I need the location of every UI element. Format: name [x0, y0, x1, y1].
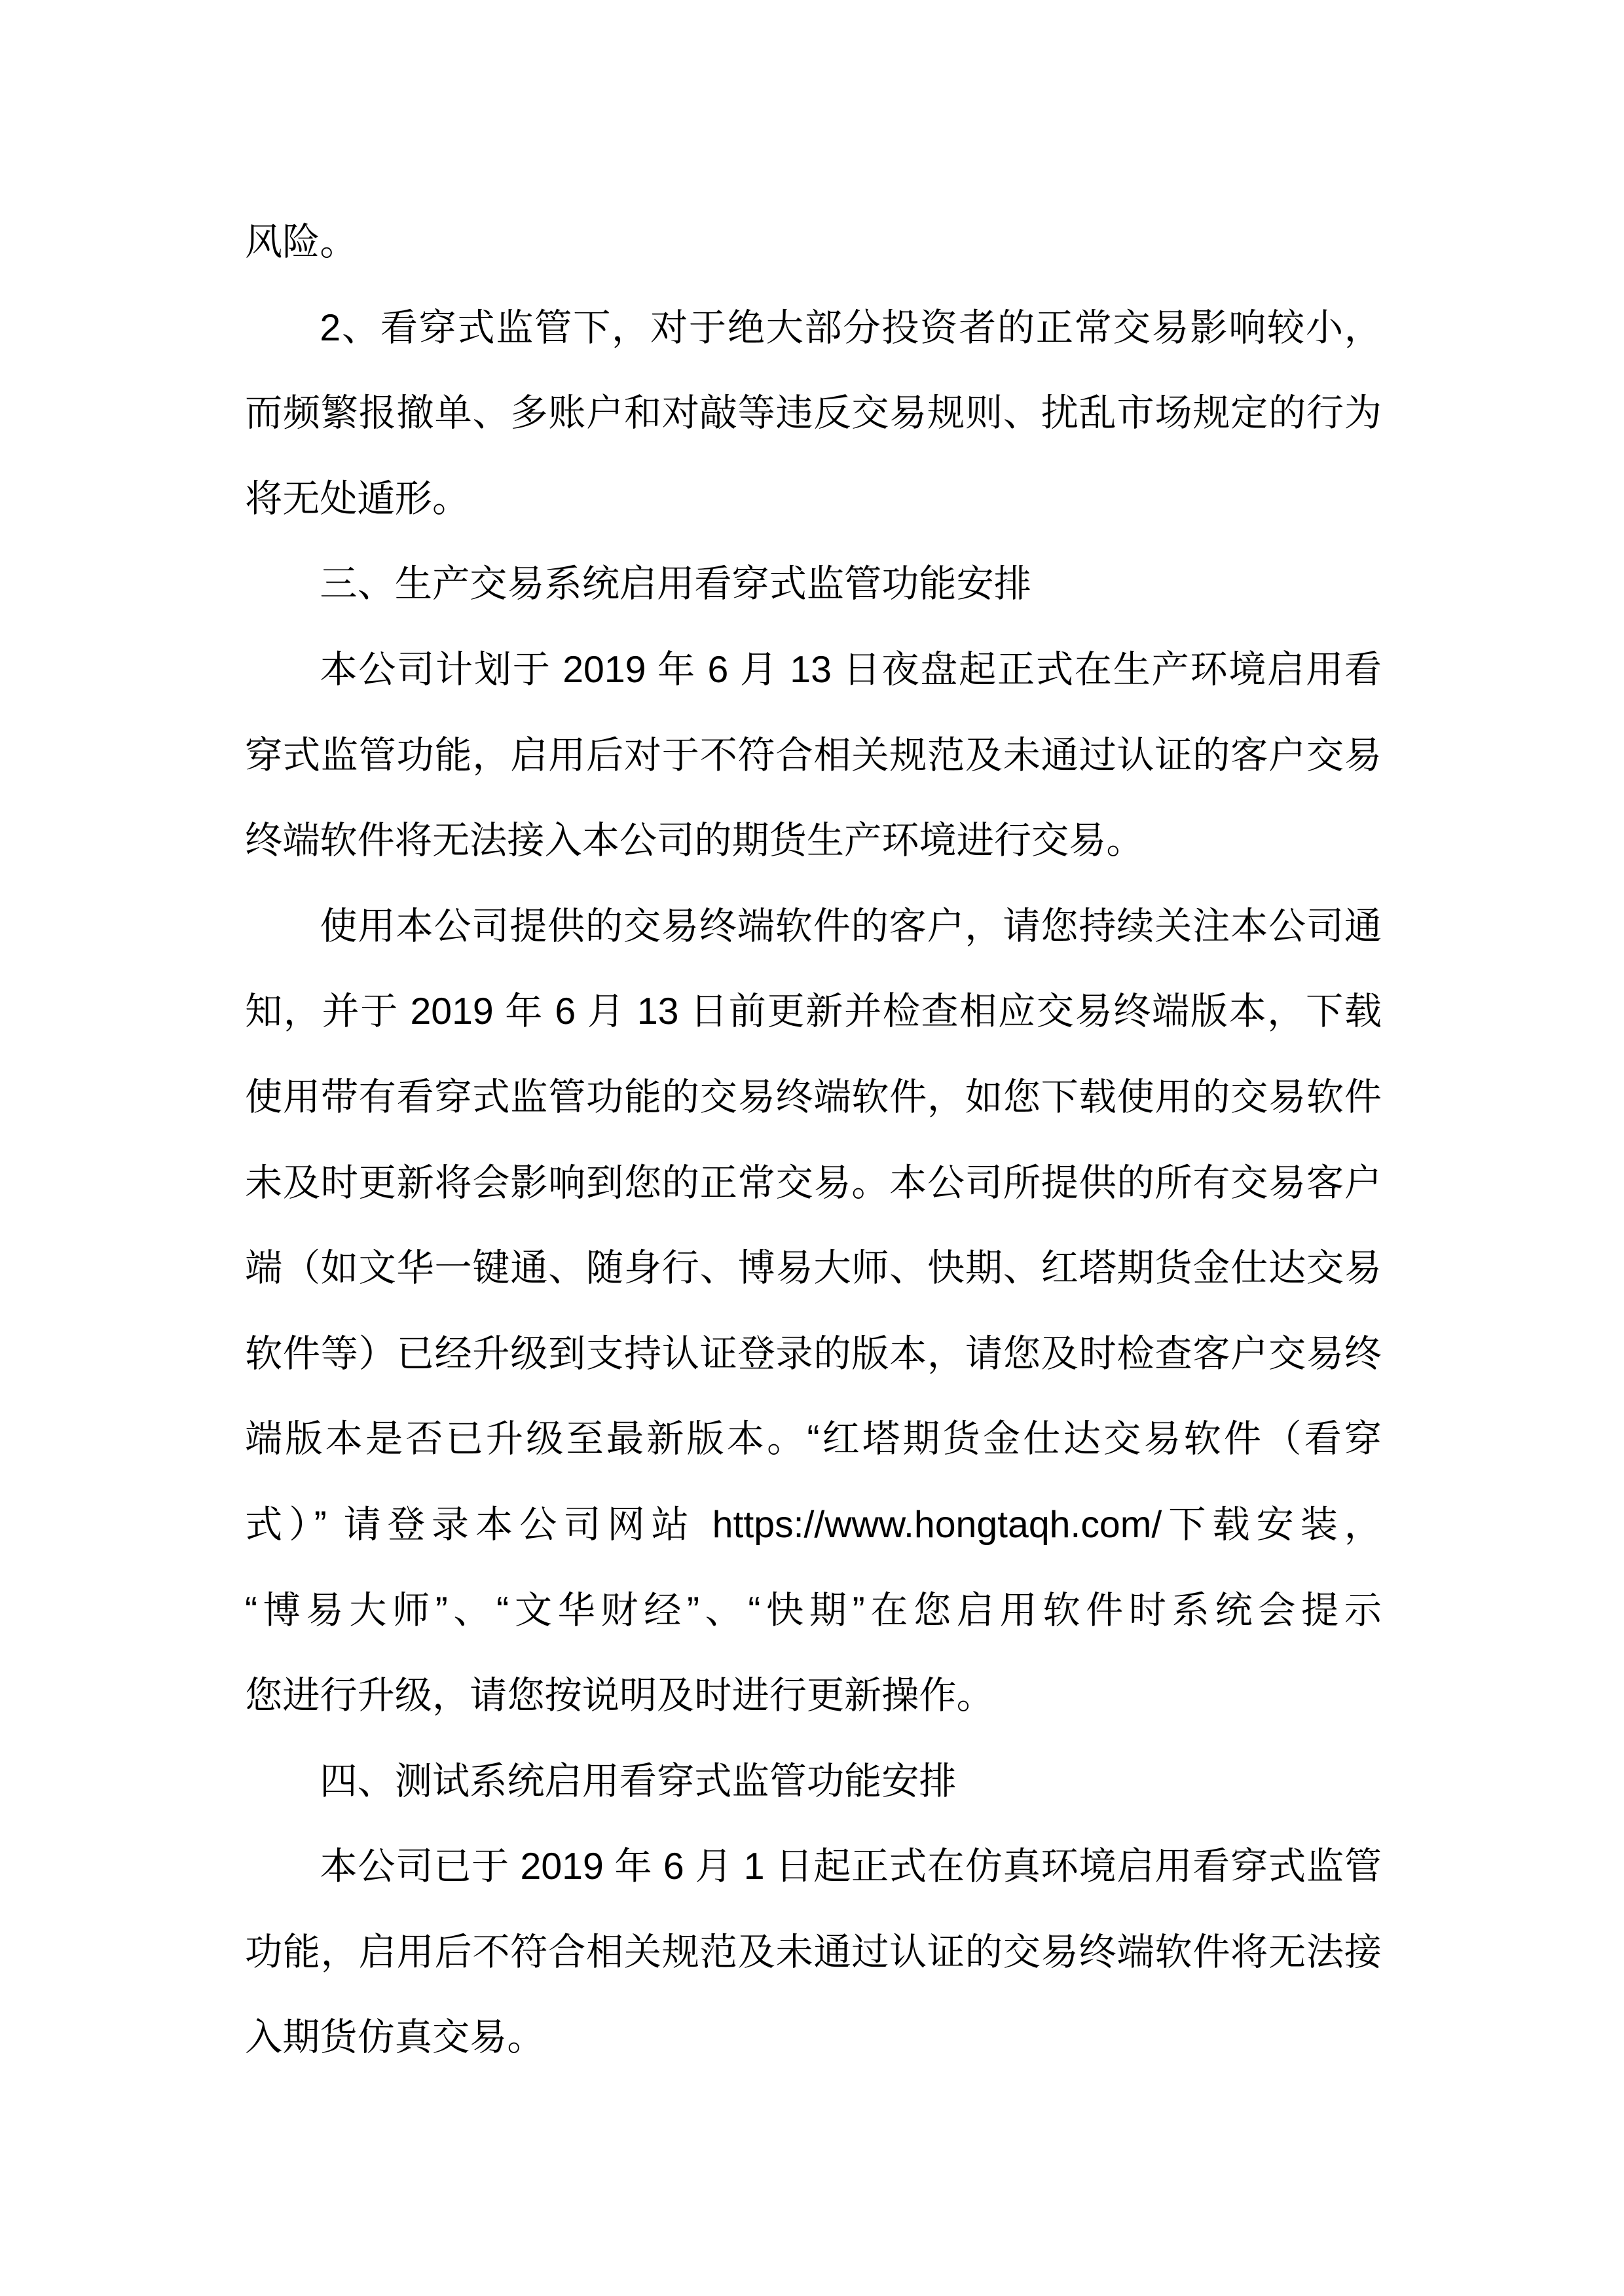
paragraph-line: 将无处遁形。 [245, 477, 470, 520]
paragraph-line: 您进行升级，请您按说明及时进行更新操作。 [245, 1675, 994, 1717]
paragraph-line: 本公司已于 2019 年 6 月 1 日起正式在仿真环境启用看穿式监管 [320, 1846, 1382, 1888]
paragraph-line: 风险。 [245, 221, 358, 263]
paragraph-line: 使用本公司提供的交易终端软件的客户，请您持续关注本公司通 [320, 905, 1382, 947]
paragraph-line: 本公司计划于 2019 年 6 月 13 日夜盘起正式在生产环境启用看 [320, 648, 1382, 691]
paragraph-line: 使用带有看穿式监管功能的交易终端软件，如您下载使用的交易软件 [245, 1076, 1382, 1118]
paragraph-line: 2、看穿式监管下，对于绝大部分投资者的正常交易影响较小， [320, 306, 1382, 349]
paragraph-line: 未及时更新将会影响到您的正常交易。本公司所提供的所有交易客户 [245, 1161, 1382, 1204]
paragraph-line: 知，并于 2019 年 6 月 13 日前更新并检查相应交易终端版本，下载 [245, 991, 1382, 1033]
section-heading-line: 四、测试系统启用看穿式监管功能安排 [320, 1760, 957, 1802]
paragraph-line: 穿式监管功能，启用后对于不符合相关规范及未通过认证的客户交易 [245, 734, 1382, 776]
paragraph-line: “博易大师”、“文华财经”、“快期”在您启用软件时系统会提示 [245, 1589, 1382, 1631]
paragraph-line: 式）” 请登录本公司网站 https://www.hongtaqh.com/下载安装， [245, 1503, 1382, 1546]
paragraph-line: 端（如文华一键通、随身行、博易大师、快期、红塔期货金仕达交易 [245, 1247, 1382, 1290]
document-body [245, 200, 1382, 2081]
paragraph-line: 而频繁报撤单、多账户和对敲等违反交易规则、扰乱市场规定的行为 [245, 392, 1382, 435]
paragraph-line: 入期货仿真交易。 [245, 2016, 545, 2059]
paragraph-line: 端版本是否已升级至最新版本。“红塔期货金仕达交易软件（看穿 [245, 1418, 1382, 1461]
section-heading-line: 三、生产交易系统启用看穿式监管功能安排 [320, 563, 1031, 606]
paragraph-line: 功能，启用后不符合相关规范及未通过认证的交易终端软件将无法接 [245, 1931, 1382, 1973]
paragraph-line: 终端软件将无法接入本公司的期货生产环境进行交易。 [245, 820, 1144, 862]
paragraph-line: 软件等）已经升级到支持认证登录的版本，请您及时检查客户交易终 [245, 1332, 1382, 1375]
